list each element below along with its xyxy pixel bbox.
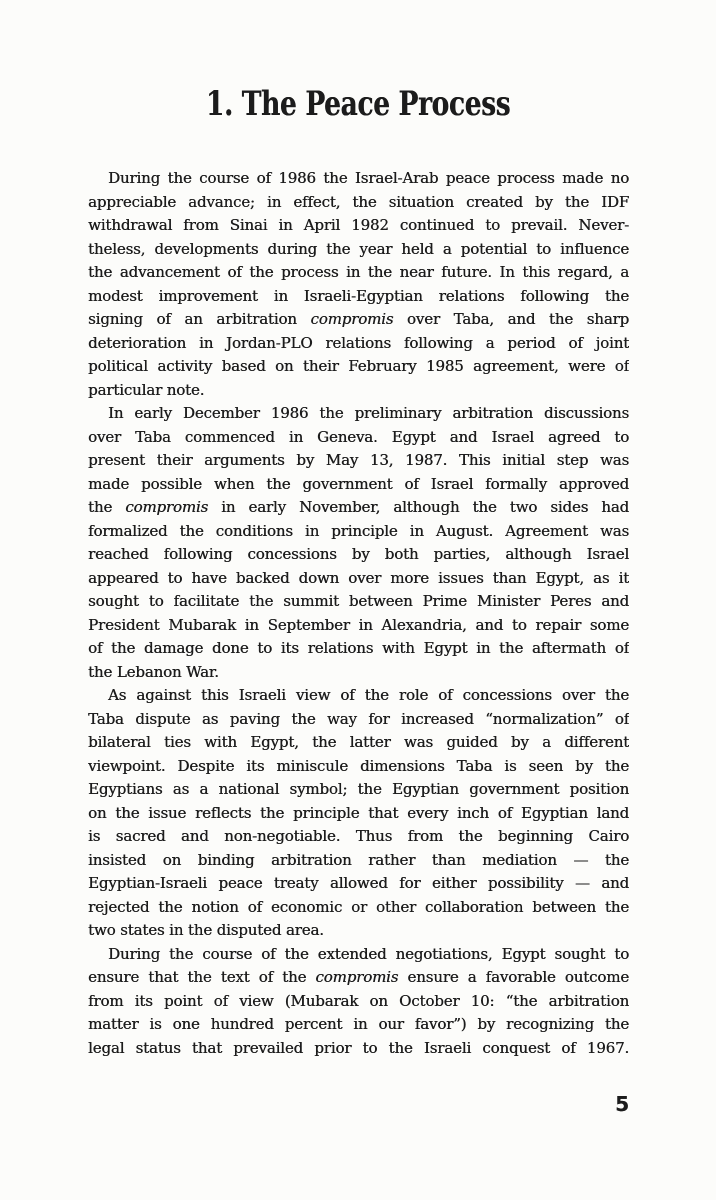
text-line: deterioration in Jordan-PLO relations following a period of joint bbox=[88, 333, 629, 352]
text-line: two states in the disputed area. bbox=[88, 921, 324, 939]
text-line: over Taba commenced in Geneva. Egypt and Israel agreed to bbox=[88, 427, 629, 446]
text-line: Egyptian-Israeli peace treaty allowed for either possibility — and bbox=[88, 874, 629, 892]
text-line: bilateral ties with Egypt, the latter was guided by a different bbox=[88, 733, 629, 751]
text-line: signing of an arbitration compromis over Taba, and the sharp bbox=[88, 310, 629, 328]
text-line: present their arguments by May 13, 1987. This initial step was bbox=[88, 451, 629, 469]
text-line: In early December 1986 the preliminary arbitration discussions bbox=[108, 404, 629, 422]
text-line: Taba dispute as paving the way for increased “normalization” of bbox=[88, 709, 629, 728]
text-line: of the damage done to its relations with Egypt in the aftermath of bbox=[88, 639, 629, 657]
text-line: rejected the notion of economic or other collaboration between the bbox=[88, 897, 629, 916]
text-line: the Lebanon War. bbox=[88, 662, 219, 681]
text-line: President Mubarak in September in Alexandria, and to repair some bbox=[88, 615, 629, 634]
text-line: modest improvement in Israeli-Egyptian relations following the bbox=[88, 286, 629, 305]
text-line: insisted on binding arbitration rather than mediation — the bbox=[88, 850, 629, 869]
text-line: appeared to have backed down over more issues than Egypt, as it bbox=[88, 568, 629, 587]
text-line: political activity based on their February 1985 agreement, were of bbox=[88, 357, 629, 375]
text-line: theless, developments during the year held a potential to influence bbox=[88, 239, 629, 258]
text-line: from its point of view (Mubarak on October 10: “the arbitration bbox=[88, 991, 629, 1010]
text-line: formalized the conditions in principle in August. Agreement was bbox=[88, 521, 629, 540]
italic-term: compromis bbox=[125, 498, 209, 516]
text-line: matter is one hundred percent in our favor”) by recognizing the bbox=[88, 1015, 629, 1033]
text-line: particular note. bbox=[88, 380, 205, 399]
text-line: on the issue reflects the principle that every inch of Egyptian land bbox=[88, 803, 629, 822]
paragraph bbox=[88, 943, 629, 1061]
text-line: is sacred and non-negotiable. Thus from the beginning Cairo bbox=[88, 827, 629, 845]
paragraph bbox=[88, 402, 629, 684]
text-line: sought to facilitate the summit between Prime Minister Peres and bbox=[88, 592, 629, 610]
text-line: During the course of 1986 the Israel-Arab peace process made no bbox=[108, 169, 629, 187]
text-line: legal status that prevailed prior to the Israeli conquest of 1967. bbox=[88, 1038, 629, 1057]
text-line: the compromis in early November, although the two sides had bbox=[88, 498, 629, 516]
italic-term: compromis bbox=[315, 968, 399, 986]
body-text bbox=[88, 167, 629, 1060]
paragraph bbox=[88, 684, 629, 943]
italic-term: compromis bbox=[310, 310, 394, 328]
page-number: 5 bbox=[615, 1092, 629, 1116]
text-line: appreciable advance; in effect, the situation created by the IDF bbox=[88, 192, 629, 211]
text-line: During the course of the extended negotiations, Egypt sought to bbox=[108, 944, 629, 963]
paragraph bbox=[88, 167, 629, 402]
text-line: withdrawal from Sinai in April 1982 continued to prevail. Never- bbox=[88, 216, 629, 234]
text-line: made possible when the government of Israel formally approved bbox=[88, 474, 629, 493]
text-line: ensure that the text of the compromis ensure a favorable outcome bbox=[88, 968, 629, 986]
chapter-heading-area bbox=[0, 86, 716, 123]
text-line: Egyptians as a national symbol; the Egyptian government position bbox=[88, 780, 629, 798]
text-line: As against this Israeli view of the role of concessions over the bbox=[108, 686, 629, 704]
text-line: the advancement of the process in the near future. In this regard, a bbox=[88, 263, 629, 281]
text-line: viewpoint. Despite its miniscule dimensions Taba is seen by the bbox=[88, 756, 629, 775]
text-line: reached following concessions by both parties, although Israel bbox=[88, 545, 629, 563]
chapter-title: 1. The Peace Process bbox=[205, 84, 511, 124]
